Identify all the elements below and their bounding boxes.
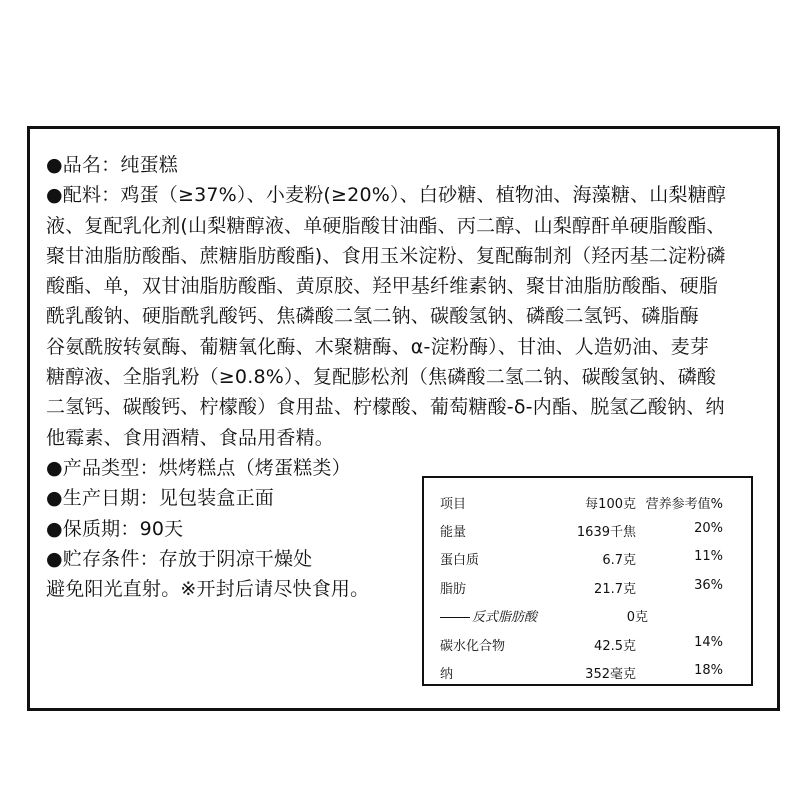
ingredients-line: ●配料：鸡蛋（≥37%）、小麦粉(≥20%）、白砂糖、植物油、海藻糖、山梨糖醇 [46,184,727,207]
ingredients-line: 谷氨酰胺转氨酶、葡糖氧化酶、木聚糖酶、α-淀粉酶）、甘油、人造奶油、麦芽 [46,335,710,358]
storage-conditions-line: ●贮存条件：存放于阴凉干燥处 [46,547,313,570]
nutrient-nrv: 20% [694,521,723,536]
nutrient-value: 0克 [626,610,648,625]
shelf-life-line: ●保质期：90天 [46,517,184,540]
product-name-line: ●品名：纯蛋糕 [46,154,178,176]
storage-note-line: 避免阳光直射。※开封后请尽快食用。 [46,578,370,601]
ingredients-line: 二氢钙、碳酸钙、柠檬酸）食用盐、柠檬酸、葡萄糖酸-δ-内酯、脱氢乙酸钠、纳 [46,396,725,419]
nutrient-nrv: 11% [694,549,723,564]
trans-fat-label: 反式脂肪酸 [472,610,538,625]
nutrition-facts-table [422,476,753,686]
ingredients-line: 聚甘油脂肪酸酯、蔗糖脂肪酸酯)、食用玉米淀粉、复配酶制剂（羟丙基二淀粉磷 [46,244,726,267]
ingredients-line: 酸酯、单，双甘油脂肪酸酯、黄原胶、羟甲基纤维素钠、聚甘油脂肪酸酯、硬脂 [46,275,719,298]
nutrient-value: 352毫克 [585,667,636,682]
nutrient-name: 能量 [440,525,467,540]
indent-dash [440,617,470,618]
nutrient-nrv: 36% [694,578,723,593]
nutrient-name: 蛋白质 [440,553,480,568]
ingredients-line: 酰乳酸钠、硬脂酰乳酸钙、焦磷酸二氢二钠、碳酸氢钠、磷酸二氢钙、磷脂酶 [46,305,699,328]
nutrient-name: 碳水化合物 [440,639,506,654]
ingredients-line: 液、复配乳化剂(山梨糖醇液、单硬脂酸甘油酯、丙二醇、山梨醇酐单硬脂酸酯、 [46,214,726,237]
header-nrv: 营养参考值% [645,497,723,512]
nutrient-nrv: 14% [694,635,723,650]
nutrient-name [440,606,537,625]
nutrient-value: 6.7克 [602,553,636,568]
nutrient-name: 纳 [440,667,454,682]
header-item: 项目 [440,497,467,512]
nutrient-value: 21.7克 [594,582,636,597]
nutrient-value: 42.5克 [594,639,636,654]
product-type-line: ●产品类型：烘烤糕点（烤蛋糕类） [46,456,351,479]
production-date-line: ●生产日期：见包装盒正面 [46,487,274,510]
nutrient-name: 脂肪 [440,582,467,597]
label-frame [27,126,780,711]
nutrient-nrv: 18% [694,663,723,678]
ingredients-line: 他霉素、食用酒精、食品用香精。 [46,426,335,449]
header-per-100g: 每100克 [585,497,636,512]
ingredients-line: 糖醇液、全脂乳粉（≥0.8%）、复配膨松剂（焦磷酸二氢二钠、碳酸氢钠、磷酸 [46,366,717,389]
nutrient-value: 1639千焦 [576,525,636,540]
